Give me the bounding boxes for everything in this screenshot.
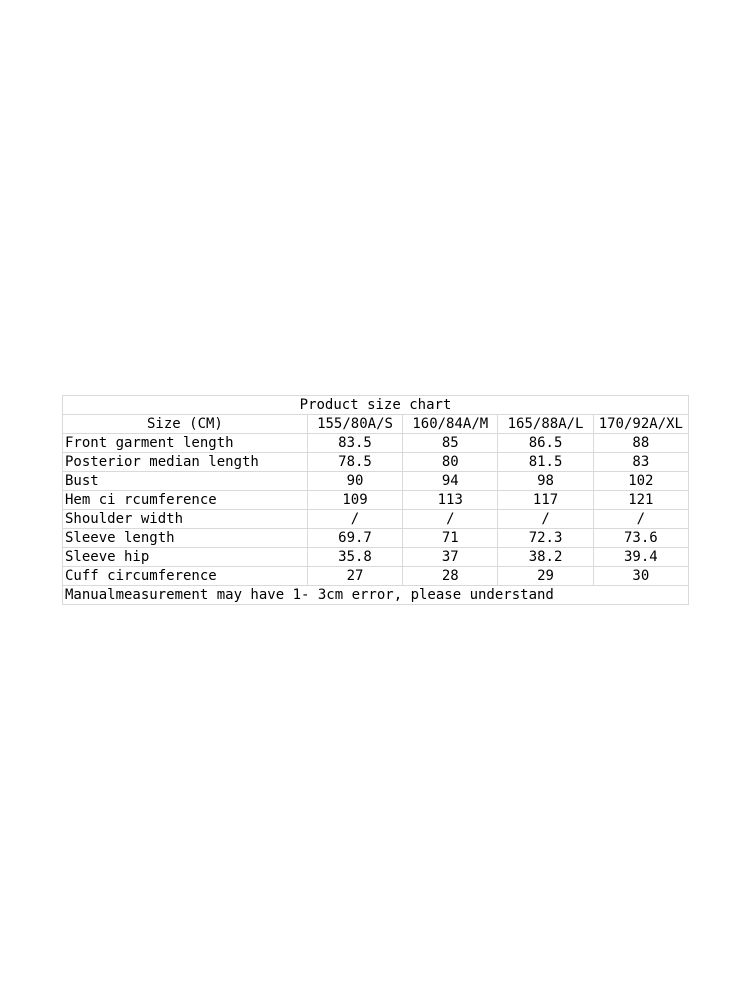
table-row [63,453,689,472]
row-label: Shoulder width [63,510,308,529]
table-row [63,548,689,567]
cell-value: 29 [498,567,593,586]
cell-value: 38.2 [498,548,593,567]
row-label: Sleeve length [63,529,308,548]
cell-value: 69.7 [307,529,402,548]
cell-value: 90 [307,472,402,491]
cell-value: 83 [593,453,688,472]
size-header-xl: 170/92A/XL [593,415,688,434]
note-row [63,586,689,605]
cell-value: 121 [593,491,688,510]
header-row [63,415,689,434]
cell-value: 86.5 [498,434,593,453]
cell-value: 28 [403,567,498,586]
cell-value: / [593,510,688,529]
row-label: Front garment length [63,434,308,453]
table-row [63,529,689,548]
cell-value: 109 [307,491,402,510]
row-label: Posterior median length [63,453,308,472]
size-header-l: 165/88A/L [498,415,593,434]
row-label: Sleeve hip [63,548,308,567]
table-row [63,472,689,491]
cell-value: / [403,510,498,529]
table-title: Product size chart [63,396,689,415]
size-header-m: 160/84A/M [403,415,498,434]
cell-value: 81.5 [498,453,593,472]
cell-value: 35.8 [307,548,402,567]
cell-value: 30 [593,567,688,586]
cell-value: 39.4 [593,548,688,567]
row-label: Bust [63,472,308,491]
cell-value: 83.5 [307,434,402,453]
cell-value: 37 [403,548,498,567]
size-header-s: 155/80A/S [307,415,402,434]
cell-value: 72.3 [498,529,593,548]
cell-value: 88 [593,434,688,453]
size-column-header: Size (CM) [63,415,308,434]
cell-value: 113 [403,491,498,510]
cell-value: 94 [403,472,498,491]
table-row [63,567,689,586]
table-row [63,510,689,529]
measurement-note: Manualmeasurement may have 1- 3cm error, please understand [63,586,689,605]
cell-value: 27 [307,567,402,586]
size-chart-table [62,395,689,605]
cell-value: 85 [403,434,498,453]
table-row [63,434,689,453]
title-row [63,396,689,415]
table-row [63,491,689,510]
cell-value: 80 [403,453,498,472]
cell-value: 73.6 [593,529,688,548]
cell-value: 71 [403,529,498,548]
cell-value: 78.5 [307,453,402,472]
cell-value: / [307,510,402,529]
cell-value: 98 [498,472,593,491]
cell-value: 102 [593,472,688,491]
row-label: Hem ci rcumference [63,491,308,510]
row-label: Cuff circumference [63,567,308,586]
cell-value: / [498,510,593,529]
cell-value: 117 [498,491,593,510]
